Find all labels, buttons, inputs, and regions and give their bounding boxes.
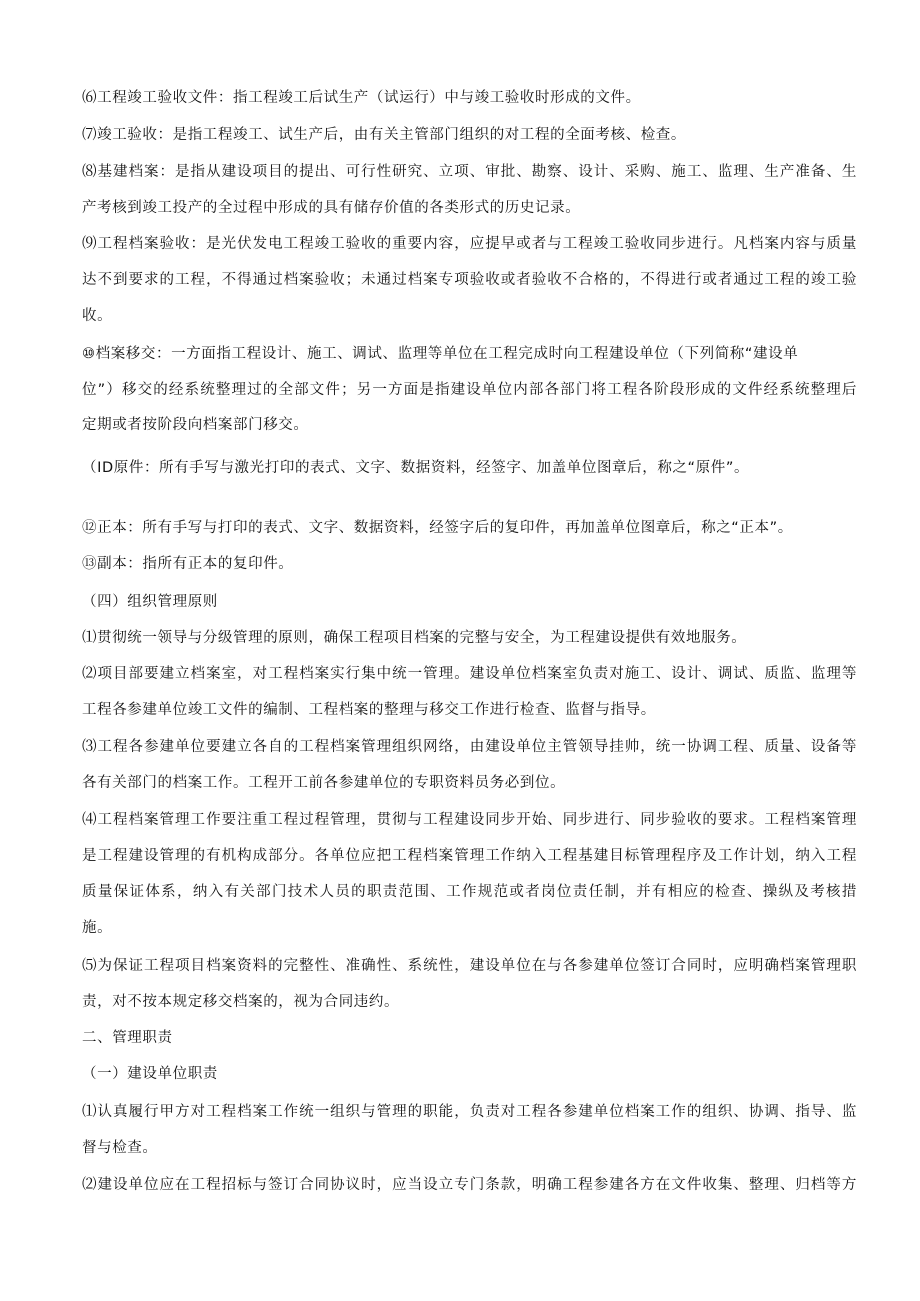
text-line: ⑹工程竣工验收文件：指工程竣工后试生产（试运行）中与竣工验收时形成的文件。 <box>82 90 641 106</box>
text-line: ⑸为保证工程项目档案资料的完整性、准确性、系统性，建设单位在与各参建单位签订合同时，应明确档案管理职 <box>82 958 857 974</box>
section-heading: 二、管理职责 <box>82 1030 173 1046</box>
text-line: 收。 <box>82 308 113 324</box>
text-line: 各有关部门的档案工作。工程开工前各参建单位的专职资料员务必到位。 <box>82 775 566 791</box>
text-line: 工程各参建单位竣工文件的编制、工程档案的整理与移交工作进行检查、监督与指导。 <box>82 702 656 718</box>
text-line: ⑴认真履行甲方对工程档案工作统一组织与管理的职能，负责对工程各参建单位档案工作的组织、协调、指导、监 <box>82 1104 857 1120</box>
text-line: 质量保证体系，纳入有关部门技术人员的职责范围、工作规范或者岗位责任制，并有相应的检查、操纵及考核措 <box>82 884 857 900</box>
text-line: 责，对不按本规定移交档案的，视为合同违约。 <box>82 994 400 1010</box>
text-line: ⑴贯彻统一领导与分级管理的原则，确保工程项目档案的完整与安全，为工程建设提供有效地服务。 <box>82 630 747 646</box>
text-line: ⑷工程档案管理工作要注重工程过程管理，贯彻与工程建设同步开始、同步进行、同步验收的要求。工程档案管理 <box>82 812 857 828</box>
text-line: 施。 <box>82 920 113 936</box>
text-line: ⑵项目部要建立档案室，对工程档案实行集中统一管理。建设单位档案室负责对施工、设计、调试、质监、监理等 <box>82 666 857 682</box>
text-line: ⑼工程档案验收：是光伏发电工程竣工验收的重要内容，应提早或者与工程竣工验收同步进行。凡档案内容与质量 <box>82 236 857 252</box>
text-line: 是工程建设管理的有机构成部分。各单位应把工程档案管理工作纳入工程基建目标管理程序及工作计划，纳入工程 <box>82 848 857 864</box>
text-line: ⑩档案移交：一方面指工程设计、施工、调试、监理等单位在工程完成时向工程建设单位（下列简称“建设单 <box>82 346 799 362</box>
text-line: 督与检查。 <box>82 1140 158 1156</box>
text-line: ⑻基建档案：是指从建设项目的提出、可行性研究、立项、审批、勘察、设计、采购、施工、监理、生产准备、生 <box>82 164 857 180</box>
text-line: 定期或者按阶段向档案部门移交。 <box>82 417 309 433</box>
text-line: 达不到要求的工程，不得通过档案验收；未通过档案专项验收或者验收不合格的，不得进行或者通过工程的竣工验 <box>82 272 857 288</box>
text-line: ⑶工程各参建单位要建立各自的工程档案管理组织网络，由建设单位主管领导挂帅，统一协调工程、质量、设备等 <box>82 739 857 755</box>
text-line: ⑺竣工验收：是指工程竣工、试生产后，由有关主管部门组织的对工程的全面考核、检查。 <box>82 127 686 143</box>
section-heading: （四）组织管理原则 <box>82 594 218 610</box>
text-line: ⑫正本：所有手写与打印的表式、文字、数据资料，经签字后的复印件，再加盖单位图章后，称之“正本”。 <box>82 520 793 536</box>
subsection-heading: （一）建设单位职责 <box>82 1066 218 1082</box>
text-line: 位”）移交的经系统整理过的全部文件；另一方面是指建设单位内部各部门将工程各阶段形成的文件经系统整理后 <box>82 382 857 398</box>
text-line: （ID原件：所有手写与激光打印的表式、文字、数据资料，经签字、加盖单位图章后，称之“原件”。 <box>82 460 750 476</box>
text-line: ⑬副本：指所有正本的复印件。 <box>82 556 294 572</box>
text-line: ⑵建设单位应在工程招标与签订合同协议时，应当设立专门条款，明确工程参建各方在文件收集、整理、归档等方 <box>82 1177 857 1193</box>
text-line: 产考核到竣工投产的全过程中形成的具有储存价值的各类形式的历史记录。 <box>82 200 581 216</box>
